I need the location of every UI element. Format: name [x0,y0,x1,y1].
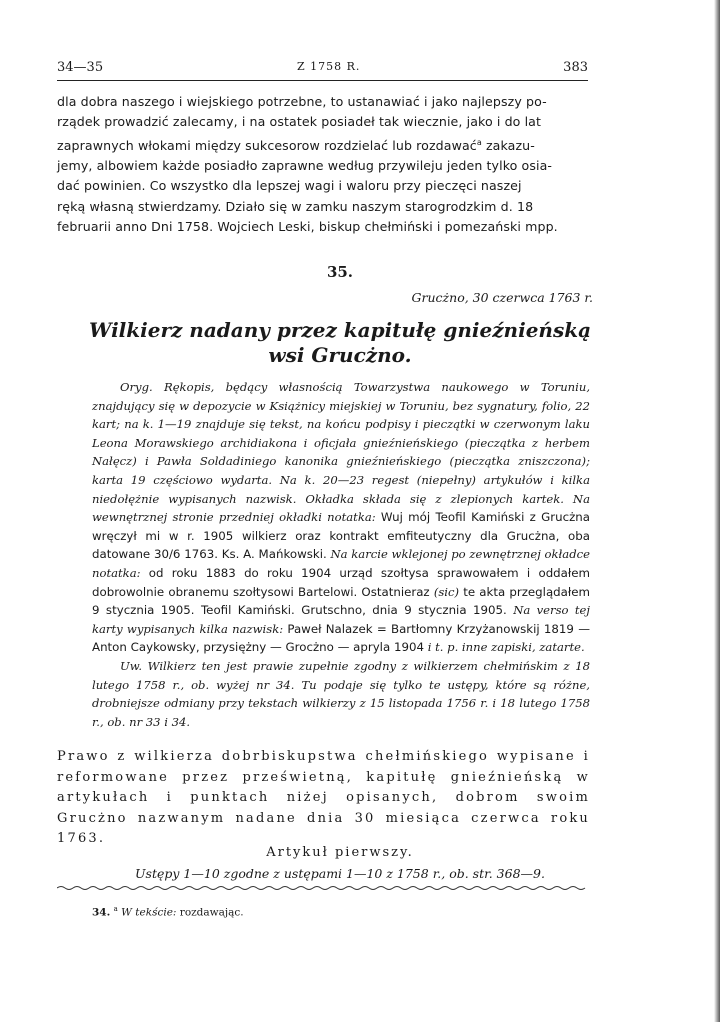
body-line: dać powinien. Co wszystko dla lepszej wagi i waloru przy pieczęci naszej [57,178,522,194]
title-line: Wilkierz nadany przez kapitułę gnieźnieńską [88,318,592,342]
source-note [92,378,590,731]
body-text [57,92,590,237]
body-line: jemy, albowiem każde posiadło zaprawne według przywileju jeden tylko osia- [57,158,553,174]
intro-paragraph: Prawo z wilkierza dobrbiskupstwa chełmińskiego wypisane i reformowane przez prześwietną, kapitułę gnieźnieńską w artykułach i punktach niżej opisanych, dobrom swoim Grucżno nazwanym nadane dnia 30 miesiąca czerwca roku 1763. [57,749,590,846]
footnote-number: 34. [92,906,111,919]
title-line: wsi Grucżno. [268,343,412,367]
body-line: ręką własną stwierdzamy. Działo się w zamku naszym starogrodzkim d. 18 [57,198,534,214]
place-date: Grucżno, 30 czerwca 1763 r. [411,290,593,305]
source-paragraph: Oryg. Rękopis, będący własnością Towarzystwa naukowego w Toruniu, znajdujący się w depozycie w Książnicy miejskiej w Toruniu, bez sygnatury, folio, 22 kart; na k. 1—19 znajduje się tekst, na końcu podpisy i pieczątki w czerwonym laku Leona Morawskiego archidiakona i oficjała gnieźnieńskiego (pieczątka z herbem Nałęcz) i Pawła Soldadiniego kanonika gnieźnieńskiego (pieczątka zniszczona); karta 19 częściowo wydarta. Na k. 20—23 regest (niepełny) artykułów i kilka niedołężnie wypisanych nazwisk. Okładka składa się z zlepionych kartek. Na wewnętrznej stronie przedniej okładki notatka: Wuj mój Teofil Kamiński z Grucżna wręczył mi w r. 1905 wilkierz oraz kontrakt emfiteutyczny dla Grucżna, oba datowane 30/6 1763. Ks. A. Mańkowski. Na karcie wklejonej po zewnętrznej okładce notatka: od roku 1883 do roku 1904 urząd szołtysa sprawowałem i oddałem dobrowolnie obranemu szołtysowi Bartelowi. Ostatnieraz (sic) te akta przeglądałem 9 stycznia 1905. Teofil Kamiński. Grutschno, dnia 9 stycznia 1905. Na verso tej karty wypisanych kilka nazwisk: Paweł Nalazek = Bartłomny Krzyżanowskij 1819 — Anton Caykowsky, przysiężny — Grocżno — apryla 1904 i t. p. inne zapiski, zatarte. [92,380,591,655]
document-title [60,318,620,368]
document-range: 34—35 [57,60,104,75]
footnote-mark: a [476,137,482,147]
footnote-label: W tekście: [121,906,177,919]
body-line: februarii anno Dni 1758. Wojciech Leski, biskup chełmiński i pomezański mpp. [57,218,558,234]
body-line: rządek prowadzić zalecamy, i na ostatek posiadeł tak wiecznie, jako i do lat [57,114,542,130]
body-line: zaprawnych włokami między sukcesorow rozdzielać lub rozdawać$^a$ zakazu- [57,137,535,153]
article-line: Ustępy 1—10 zgodne z ustępami 1—10 z 1758 r., ob. str. 368—9. [135,866,545,881]
footnote-text: rozdawając. [176,906,244,919]
running-title: Z 1758 R. [297,60,361,73]
footnote [92,905,244,919]
running-header [57,60,588,80]
page-edge-shadow [714,0,720,1022]
body-line: dla dobra naszego i wiejskiego potrzebne, to ustanawiać i jako najlepszy po- [57,94,547,109]
page-number: 383 [563,60,588,75]
footnote-rule [57,884,590,892]
document-number: 35. [326,263,354,281]
remark-paragraph: Uw. Wilkierz ten jest prawie zupełnie zgodny z wilkierzem chełmińskim z 18 lutego 1758 r., ob. wyżej nr 34. Tu podaje się tylko te ustępy, które są różne, drobniejsze odmiany przy tekstach wilkierzy z 15 listopada 1756 r. i 18 lutego 1758 r., ob. nr 33 i 34. [92,658,590,729]
header-rule [57,80,588,81]
article-heading: Artykuł pierwszy. [266,845,414,860]
footnote-mark: a [113,905,118,913]
